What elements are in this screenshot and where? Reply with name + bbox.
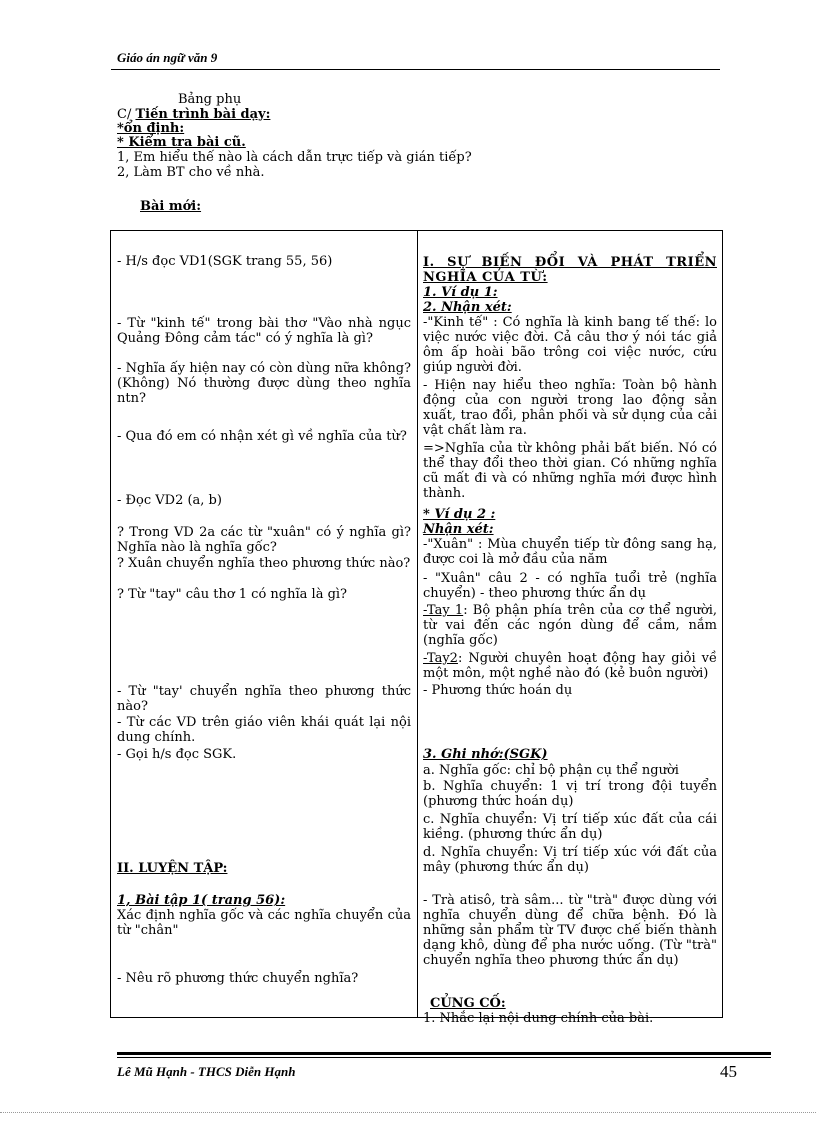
section-c: [117, 108, 270, 122]
right-item: =>Nghĩa của từ không phải bất biến. Nó có thể thay đổi theo thời gian. Có những nghĩa cũ mất đi và có những nghĩa mới được hình thành.: [423, 441, 717, 501]
bai-moi: Bài mới:: [140, 199, 202, 214]
footer-divider-thick: [117, 1052, 771, 1055]
tay-2-label: -Tay2: [423, 651, 458, 666]
right-item: - "Xuân" câu 2 - có nghĩa tuổi trẻ (nghĩa chuyển) - theo phương thức ẩn dụ: [423, 571, 717, 601]
right-column: [418, 231, 723, 1026]
left-item: - Gọi h/s đọc SGK.: [117, 747, 237, 762]
right-item: [423, 651, 717, 681]
exercise-1-text: Xác định nghĩa gốc và các nghĩa chuyển của từ "chân": [117, 908, 411, 938]
left-item: - Nêu rõ phương thức chuyển nghĩa?: [117, 971, 359, 986]
page-number: 45: [720, 1062, 737, 1081]
left-item: - Từ các VD trên giáo viên khái quát lại nội dung chính.: [117, 715, 411, 745]
footer-author: Lê Mũ Hạnh - THCS Diễn Hạnh: [117, 1064, 296, 1079]
on-dinh: *ổn định:: [117, 121, 185, 136]
right-item: -"Kinh tế" : Có nghĩa là kinh bang tế thế: lo việc nước việc đời. Cả câu thơ ý nói tác giả ôm ấp hoài bão trông coi việc nước, cứu giúp người đời.: [423, 315, 717, 375]
page-header-title: Giáo án ngữ văn 9: [117, 50, 218, 65]
lesson-table: [110, 230, 723, 1026]
exercise-1-title: 1, Bài tập 1( trang 56):: [117, 893, 286, 908]
left-item: ? Từ "tay" câu thơ 1 có nghĩa là gì?: [117, 587, 348, 602]
footer-divider-thin: [117, 1057, 771, 1058]
section-c-prefix: C/: [117, 107, 136, 122]
example-1-label: 1. Ví dụ 1:: [423, 285, 498, 300]
bottom-dotted-border: [0, 1112, 816, 1113]
section-c-title: Tiến trình bài dạy:: [135, 107, 271, 122]
left-item: ? Xuân chuyển nghĩa theo phương thức nào?: [117, 556, 411, 571]
right-item: [423, 603, 717, 648]
ghi-nho-heading: 3. Ghi nhớ:(SGK): [423, 747, 548, 762]
luyen-tap-heading: II. LUYỆN TẬP:: [117, 861, 228, 876]
ghi-nho-item: d. Nghĩa chuyển: Vị trí tiếp xúc với đất của mây (phương thức ẩn dụ): [423, 845, 717, 875]
right-item: - Hiện nay hiểu theo nghĩa: Toàn bộ hành động của con người trong lao động sản xuất, trao đổi, phân phối và sử dụng của cải vật chất làm ra.: [423, 378, 717, 438]
question-2: 2, Làm BT cho về nhà.: [117, 165, 265, 180]
remark-2-label: Nhận xét:: [423, 522, 494, 537]
section-1-heading: I. SỰ BIẾN ĐỔI VÀ PHÁT TRIỂN NGHĨA CỦA TỪ:: [423, 255, 717, 285]
left-item: - H/s đọc VD1(SGK trang 55, 56): [117, 254, 333, 269]
kiem-tra: * Kiểm tra bài cũ.: [117, 135, 246, 150]
tay-1-text: : Bộ phận phía trên của cơ thể người, từ vai đến các ngón dùng để cầm, nắm (nghĩa gốc): [423, 603, 717, 648]
question-1: 1, Em hiểu thế nào là cách dẫn trực tiếp và gián tiếp?: [117, 150, 472, 165]
remark-1-label: 2. Nhận xét:: [423, 300, 512, 315]
header-divider: [111, 69, 720, 70]
left-item: - Từ "kinh tế" trong bài thơ "Vào nhà ngục Quảng Đông cảm tác" có ý nghĩa là gì?: [117, 316, 411, 346]
example-2-label: * Ví dụ 2 :: [423, 507, 496, 522]
ghi-nho-item: b. Nghĩa chuyển: 1 vị trí trong đội tuyển (phương thức hoán dụ): [423, 779, 717, 809]
left-item: - Nghĩa ấy hiện nay có còn dùng nữa không? (Không) Nó thường được dùng theo nghĩa ntn?: [117, 361, 411, 406]
ghi-nho-item: c. Nghĩa chuyển: Vị trí tiếp xúc đất của cái kiềng. (phương thức ẩn dụ): [423, 812, 717, 842]
left-column: [111, 231, 418, 1018]
right-item: - Trà atisô, trà sâm... từ "trà" được dùng với nghĩa chuyển dùng để chữa bệnh. Đó là những sản phẩm từ TV được chế biến thành dạng khô, dùng để pha nước uống. (Từ "trà" chuyển nghĩa theo phương thức ẩn dụ): [423, 893, 717, 968]
ghi-nho-item: a. Nghĩa gốc: chỉ bộ phận cụ thể người: [423, 763, 679, 778]
tay-1-label: -Tay 1: [423, 603, 464, 618]
left-item: ? Trong VD 2a các từ "xuân" có ý nghĩa gì? Nghĩa nào là nghĩa gốc?: [117, 525, 411, 555]
cung-co-heading: CỦNG CỐ:: [430, 996, 506, 1011]
bang-phu: Bảng phụ: [178, 92, 242, 107]
cung-co-item: 1. Nhắc lại nội dung chính của bài.: [423, 1011, 654, 1026]
right-item: - Phương thức hoán dụ: [423, 683, 573, 698]
right-item: -"Xuân" : Mùa chuyển tiếp từ đông sang hạ, được coi là mở đầu của năm: [423, 537, 717, 567]
left-item: - Qua đó em có nhận xét gì về nghĩa của từ?: [117, 429, 407, 444]
left-item: - Đọc VD2 (a, b): [117, 493, 222, 508]
left-item: - Từ "tay' chuyển nghĩa theo phương thức nào?: [117, 684, 411, 714]
tay-2-text: : Người chuyên hoạt động hay giỏi về một môn, một nghề nào đó (kẻ buôn người): [423, 651, 717, 681]
